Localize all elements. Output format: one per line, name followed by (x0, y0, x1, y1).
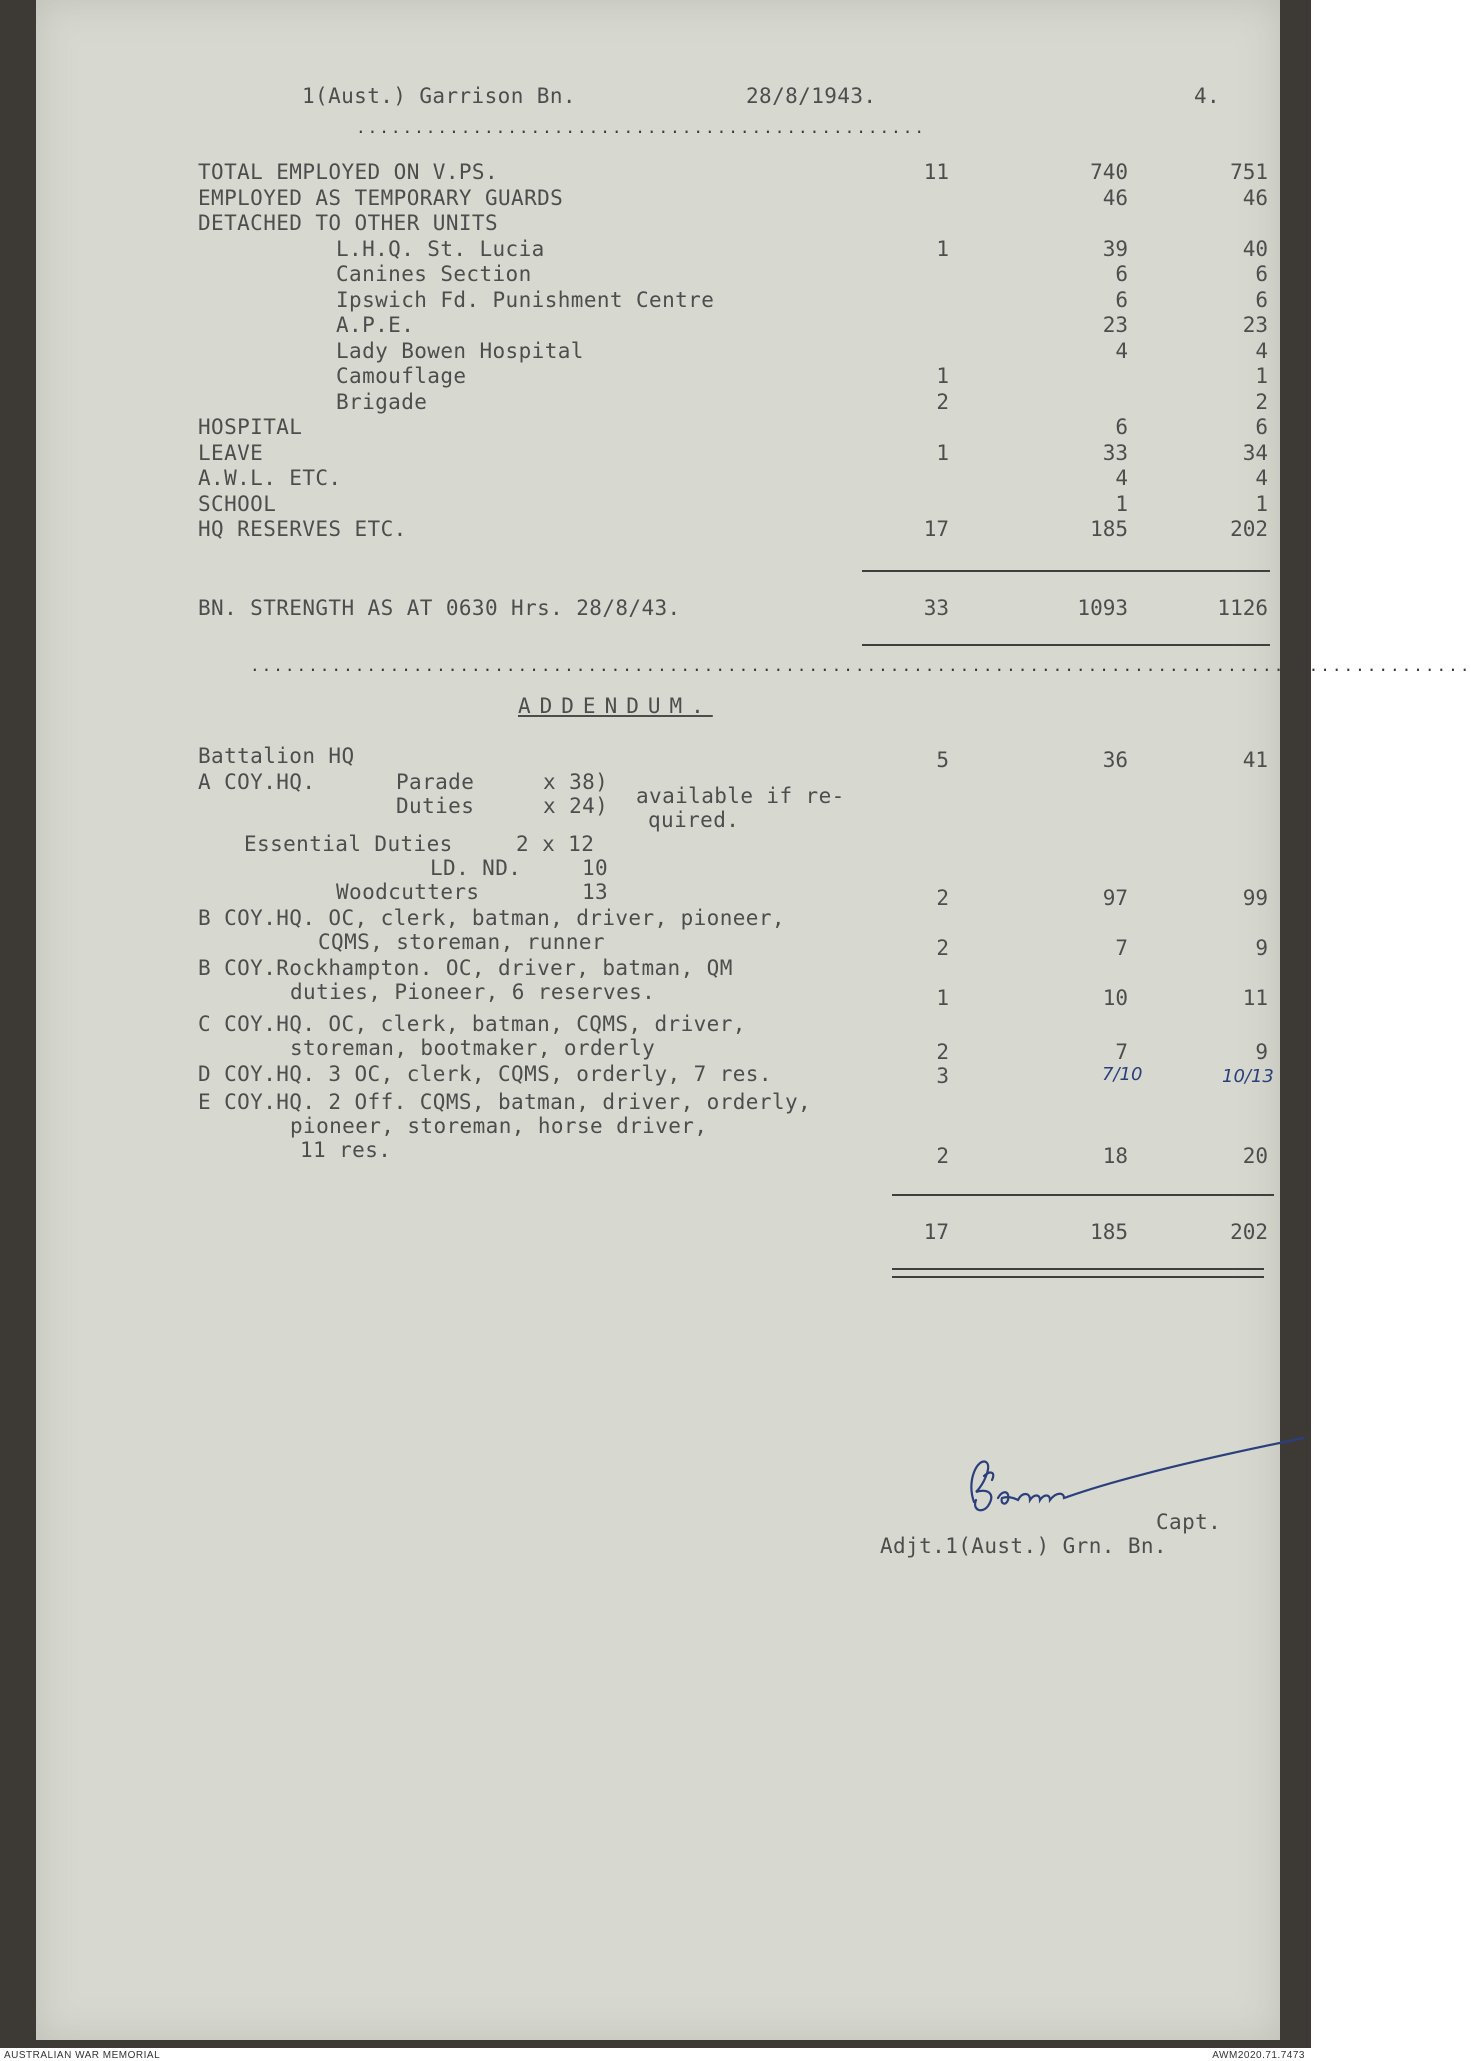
summary-row-c3: 34 (1242, 441, 1268, 465)
d-coy-c1: 3 (936, 1064, 949, 1088)
signature-rank: Capt. (1156, 1510, 1222, 1534)
e-coy-c2: 18 (1102, 1144, 1128, 1168)
battalion-hq-label: Battalion HQ (198, 744, 355, 768)
summary-row-label: LEAVE (198, 441, 264, 465)
dotted-separator-2: ......................................................................................................... (250, 656, 1471, 675)
b-rock-line2: duties, Pioneer, 6 reserves. (290, 980, 656, 1004)
signature-title: Adjt.1(Aust.) Grn. Bn. (880, 1534, 1167, 1558)
e-coy-line1: E COY.HQ. 2 Off. CQMS, batman, driver, orderly, (198, 1090, 812, 1114)
summary-row-c2: 4 (1115, 466, 1128, 490)
summary-row-label: Camouflage (336, 364, 467, 388)
summary-row-label: SCHOOL (198, 492, 277, 516)
summary-row-c2: 33 (1102, 441, 1128, 465)
summary-row-c2: 46 (1102, 186, 1128, 210)
a-coy-essential: Essential Duties (244, 832, 453, 856)
b-coy-line1: B COY.HQ. OC, clerk, batman, driver, pioneer, (198, 906, 785, 930)
a-coy-ldnd-count: 10 (582, 856, 609, 880)
a-coy-parade-count: x 38) (543, 770, 609, 794)
summary-row-c1: 17 (923, 517, 949, 541)
summary-row-c3: 751 (1230, 160, 1268, 184)
a-coy-duties: Duties (396, 794, 475, 818)
summary-row-label: A.W.L. ETC. (198, 466, 342, 490)
summary-row-label: TOTAL EMPLOYED ON V.PS. (198, 160, 498, 184)
addendum-double-rule-2 (892, 1276, 1264, 1278)
total-rule (862, 570, 1270, 572)
summary-row-c2: 6 (1115, 288, 1128, 312)
strength-total: 1126 (1217, 596, 1268, 620)
summary-row-c1: 1 (936, 364, 949, 388)
summary-row-label: A.P.E. (336, 313, 415, 337)
c-coy-c1: 2 (936, 1040, 949, 1064)
battalion-hq-c3: 41 (1242, 748, 1268, 772)
b-coy-c1: 2 (936, 936, 949, 960)
strength-rule (862, 644, 1270, 646)
summary-row-c3: 6 (1255, 288, 1268, 312)
document-page (36, 0, 1471, 2040)
strength-officers: 33 (923, 596, 949, 620)
addendum-double-rule-1 (892, 1268, 1264, 1270)
summary-row-c3: 6 (1255, 415, 1268, 439)
summary-row-label: EMPLOYED AS TEMPORARY GUARDS (198, 186, 564, 210)
e-coy-c3: 20 (1242, 1144, 1268, 1168)
e-coy-line3: 11 res. (300, 1138, 392, 1162)
a-coy-woodcutters-count: 13 (582, 880, 609, 904)
addendum-total-c3: 202 (1230, 1220, 1268, 1244)
a-coy-available-2: quired. (648, 808, 740, 832)
addendum-total-c2: 185 (1090, 1220, 1128, 1244)
c-coy-line1: C COY.HQ. OC, clerk, batman, CQMS, driver, (198, 1012, 746, 1036)
summary-row-label: Brigade (336, 390, 428, 414)
summary-row-c3: 1 (1255, 364, 1268, 388)
b-rock-c2: 10 (1102, 986, 1128, 1010)
a-coy-essential-count: 2 x 12 (516, 832, 595, 856)
d-coy-c2-handwritten: 7/10 (1102, 1064, 1143, 1085)
battalion-hq-c1: 5 (936, 748, 949, 772)
summary-row-c3: 40 (1242, 237, 1268, 261)
summary-row-c1: 11 (923, 160, 949, 184)
summary-row-c2: 39 (1102, 237, 1128, 261)
archive-reference: AWM2020.71.7473 (1212, 2050, 1305, 2061)
summary-row-c2: 740 (1090, 160, 1128, 184)
unit-heading: 1(Aust.) Garrison Bn. (302, 84, 576, 108)
b-coy-c2: 7 (1115, 936, 1128, 960)
b-rock-line1: B COY.Rockhampton. OC, driver, batman, QM (198, 956, 733, 980)
summary-row-c2: 1 (1115, 492, 1128, 516)
b-rock-c1: 1 (936, 986, 949, 1010)
dotted-separator: ................................................. (356, 118, 927, 137)
addendum-total-rule (892, 1194, 1274, 1196)
summary-row-c2: 4 (1115, 339, 1128, 363)
e-coy-c1: 2 (936, 1144, 949, 1168)
summary-row-label: Ipswich Fd. Punishment Centre (336, 288, 715, 312)
document-date: 28/8/1943. (746, 84, 877, 108)
a-coy-duties-count: x 24) (543, 794, 609, 818)
summary-row-label: Canines Section (336, 262, 532, 286)
a-coy-ldnd: LD. ND. (430, 856, 522, 880)
handwritten-signature (926, 1440, 1286, 1540)
b-rock-c3: 11 (1242, 986, 1268, 1010)
c-coy-c3: 9 (1255, 1040, 1268, 1064)
addendum-title: ADDENDUM. (518, 694, 713, 718)
summary-row-c3: 2 (1255, 390, 1268, 414)
summary-row-c3: 4 (1255, 339, 1268, 363)
a-coy-parade: Parade (396, 770, 475, 794)
summary-row-c3: 6 (1255, 262, 1268, 286)
summary-row-c3: 4 (1255, 466, 1268, 490)
strength-other-ranks: 1093 (1077, 596, 1128, 620)
summary-row-label: HOSPITAL (198, 415, 303, 439)
battalion-hq-c2: 36 (1102, 748, 1128, 772)
c-coy-c2: 7 (1115, 1040, 1128, 1064)
a-coy-c1: 2 (936, 886, 949, 910)
addendum-total-c1: 17 (923, 1220, 949, 1244)
summary-row-c2: 6 (1115, 415, 1128, 439)
c-coy-line2: storeman, bootmaker, orderly (290, 1036, 656, 1060)
summary-row-c2: 185 (1090, 517, 1128, 541)
a-coy-label: A COY.HQ. (198, 770, 316, 794)
summary-row-label: HQ RESERVES ETC. (198, 517, 407, 541)
summary-row-c1: 1 (936, 237, 949, 261)
page-number: 4. (1194, 84, 1221, 108)
summary-row-c1: 2 (936, 390, 949, 414)
summary-row-c3: 23 (1242, 313, 1268, 337)
b-coy-line2: CQMS, storeman, runner (318, 930, 605, 954)
strength-label: BN. STRENGTH AS AT 0630 Hrs. 28/8/43. (198, 596, 681, 620)
summary-row-c2: 6 (1115, 262, 1128, 286)
d-coy-line1: D COY.HQ. 3 OC, clerk, CQMS, orderly, 7 res. (198, 1062, 772, 1086)
a-coy-c3: 99 (1242, 886, 1268, 910)
d-coy-c3-handwritten: 10/13 (1222, 1066, 1274, 1087)
summary-row-c3: 1 (1255, 492, 1268, 516)
b-coy-c3: 9 (1255, 936, 1268, 960)
summary-row-c1: 1 (936, 441, 949, 465)
archive-credit: AUSTRALIAN WAR MEMORIAL (4, 2050, 161, 2061)
summary-row-c3: 46 (1242, 186, 1268, 210)
summary-row-label: L.H.Q. St. Lucia (336, 237, 545, 261)
e-coy-line2: pioneer, storeman, horse driver, (290, 1114, 708, 1138)
summary-row-c2: 23 (1102, 313, 1128, 337)
a-coy-available: available if re- (636, 784, 845, 808)
summary-row-label: Lady Bowen Hospital (336, 339, 584, 363)
summary-row-c3: 202 (1230, 517, 1268, 541)
a-coy-woodcutters: Woodcutters (336, 880, 480, 904)
a-coy-c2: 97 (1102, 886, 1128, 910)
summary-row-label: DETACHED TO OTHER UNITS (198, 211, 498, 235)
